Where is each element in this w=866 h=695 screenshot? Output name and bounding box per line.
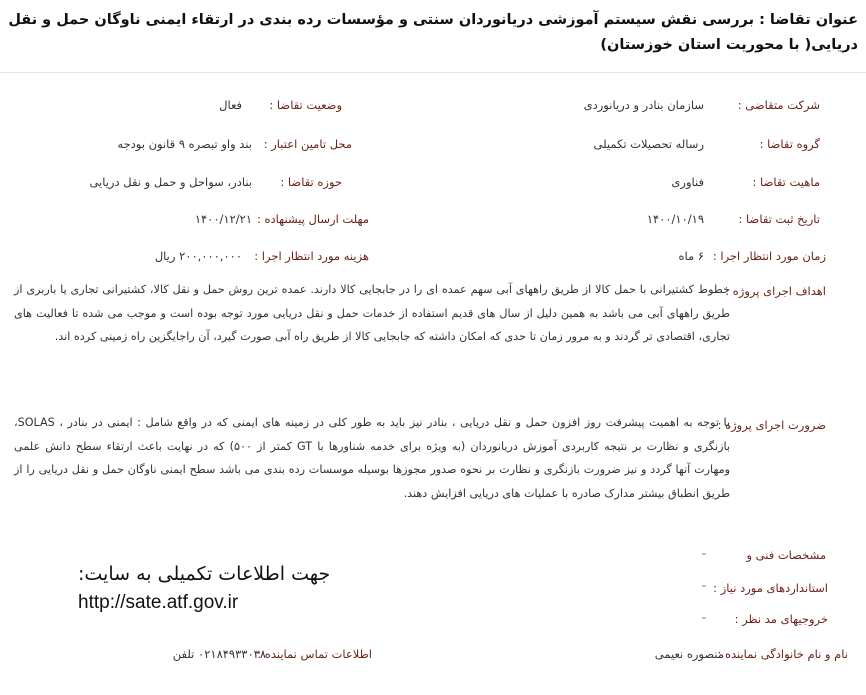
applicant-field [738, 98, 820, 112]
funding-field [264, 137, 352, 151]
nature-field [753, 175, 820, 189]
nature-value-wrap [671, 175, 704, 189]
contact-name-field [717, 647, 848, 661]
cost-field [254, 249, 369, 263]
domain-value: بنادر، سواحل و حمل و نقل دریایی [89, 175, 252, 189]
outputs-value: - [701, 610, 706, 624]
site-url-link[interactable]: http://sate.atf.gov.ir [78, 592, 239, 613]
date-value-wrap [647, 212, 704, 226]
status-value-wrap [219, 98, 242, 112]
contact-name-value-wrap [655, 647, 724, 661]
status-field [269, 98, 342, 112]
status-value: فعال [219, 98, 242, 112]
duration-value-wrap [678, 249, 704, 263]
contact-name-label: نام و نام خانوادگی نماینده : [717, 647, 848, 661]
applicant-label: شرکت متقاضی : [737, 98, 820, 112]
group-field [760, 137, 820, 151]
cost-value-wrap [155, 249, 242, 263]
specs-value: - [701, 546, 706, 560]
necessity-text: با توجه به اهمیت پیشرفت روز افزون حمل و نقل دریایی ، بنادر نیز باید به طور کلی در زمینه های ایمنی که در واقع شامل : ایمنی در بنادر ، SOLAS، بازنگری و نظارت بر نتیجه کاربردی آموزش دریانوردان (به ویژه برای خدمه شناورها با GT کمتر از ۵۰۰) که در نهایت باعث ارتقاء سطح دانش علمی ومهارت آنها گردد و نیز ضرورت بازنگری و نظارت بر نحوه صدور مجوزها بوسیله موسسات رده بندی می باشد سطح ایمنی ناوگان حمل و نقل دریایی را از طریق انطباق بیشتر مدارک صادره با عملیات های دریایی افزایش دهند. [14, 416, 730, 500]
domain-value-wrap [89, 175, 252, 189]
funding-value-wrap [117, 137, 252, 151]
duration-label: زمان مورد انتظار اجرا : [712, 249, 826, 263]
outputs-label: خروجیهای مد نظر : [734, 612, 828, 626]
duration-value: ۶ ماه [678, 249, 704, 263]
cost-value: ۲۰۰,۰۰۰,۰۰۰ ریال [154, 249, 242, 263]
domain-label: حوزه تقاضا : [280, 175, 342, 189]
funding-label: محل تامین اعتبار : [263, 137, 352, 151]
cost-label: هزینه مورد انتظار اجرا : [254, 249, 369, 263]
deadline-field [257, 212, 369, 226]
necessity-label: ضرورت اجرای پروژه : [717, 418, 826, 432]
contact-phone-field [257, 647, 372, 661]
goals-text: خطوط کشتیرانی با حمل کالا از طریق راههای آبی سهم عمده ای را در جابجایی کالا دارند. عمده ترین روش حمل و نقل کالا، کشتیرانی تجاری یا باربری از طریق راههای آبی می باشد به همین دلیل از سال های قدیم استفاده از خدمات حمل و نقل دریایی مورد توجه بوده است و موجب می شده تا فعالیت های تجاری، اقتصادی تر گردند و به مرور زمان تا حدی که امکان داشته که جابجایی کالا از طریق راه آبی صورت گیرد، آن راجایگزین راه زمینی کرده اند. [14, 283, 730, 343]
group-value-wrap [594, 137, 705, 151]
goals-label: اهداف اجرای پروژه : [725, 284, 826, 298]
group-value: رساله تحصیلات تکمیلی [593, 137, 704, 151]
deadline-value: ۱۴۰۰/۱۲/۲۱ [194, 212, 252, 226]
contact-phone-value-wrap [173, 647, 266, 661]
page-title: عنوان تقاضا : بررسی نقش سیستم آموزشی دریانوردان سنتی و مؤسسات رده بندی در ارتقاء ایمنی ناوگان حمل و نقل دریایی( با محوریت استان خوزستان) [8, 12, 858, 53]
funding-value: بند واو تبصره ۹ قانون بودجه [117, 137, 252, 151]
applicant-value: سازمان بنادر و دریانوردی [583, 98, 704, 112]
status-label: وضعیت تقاضا : [269, 98, 342, 112]
nature-label: ماهیت تقاضا : [752, 175, 820, 189]
nature-value: فناوری [671, 175, 704, 189]
contact-name-value: منصوره نعیمی [654, 647, 724, 661]
domain-field [280, 175, 342, 189]
standards-label: استانداردهای مورد نیاز : [713, 581, 828, 595]
date-label: تاریخ ثبت تقاضا : [738, 212, 820, 226]
applicant-value-wrap [584, 98, 704, 112]
date-value: ۱۴۰۰/۱۰/۱۹ [646, 212, 704, 226]
standards-value: - [701, 578, 706, 592]
group-label: گروه تقاضا : [759, 137, 820, 151]
deadline-label: مهلت ارسال پیشنهاده : [257, 212, 369, 226]
date-field [739, 212, 820, 226]
duration-field [713, 249, 826, 263]
title-divider [0, 72, 866, 73]
contact-phone-label: اطلاعات تماس نماینده : [257, 647, 372, 661]
contact-phone-value: ۰۲۱۸۴۹۳۳۰۳۸ تلفن [172, 647, 266, 661]
more-info-text: جهت اطلاعات تکمیلی به سایت: [78, 563, 331, 585]
deadline-value-wrap [195, 212, 252, 226]
specs-label: مشخصات فنی و [746, 548, 826, 562]
